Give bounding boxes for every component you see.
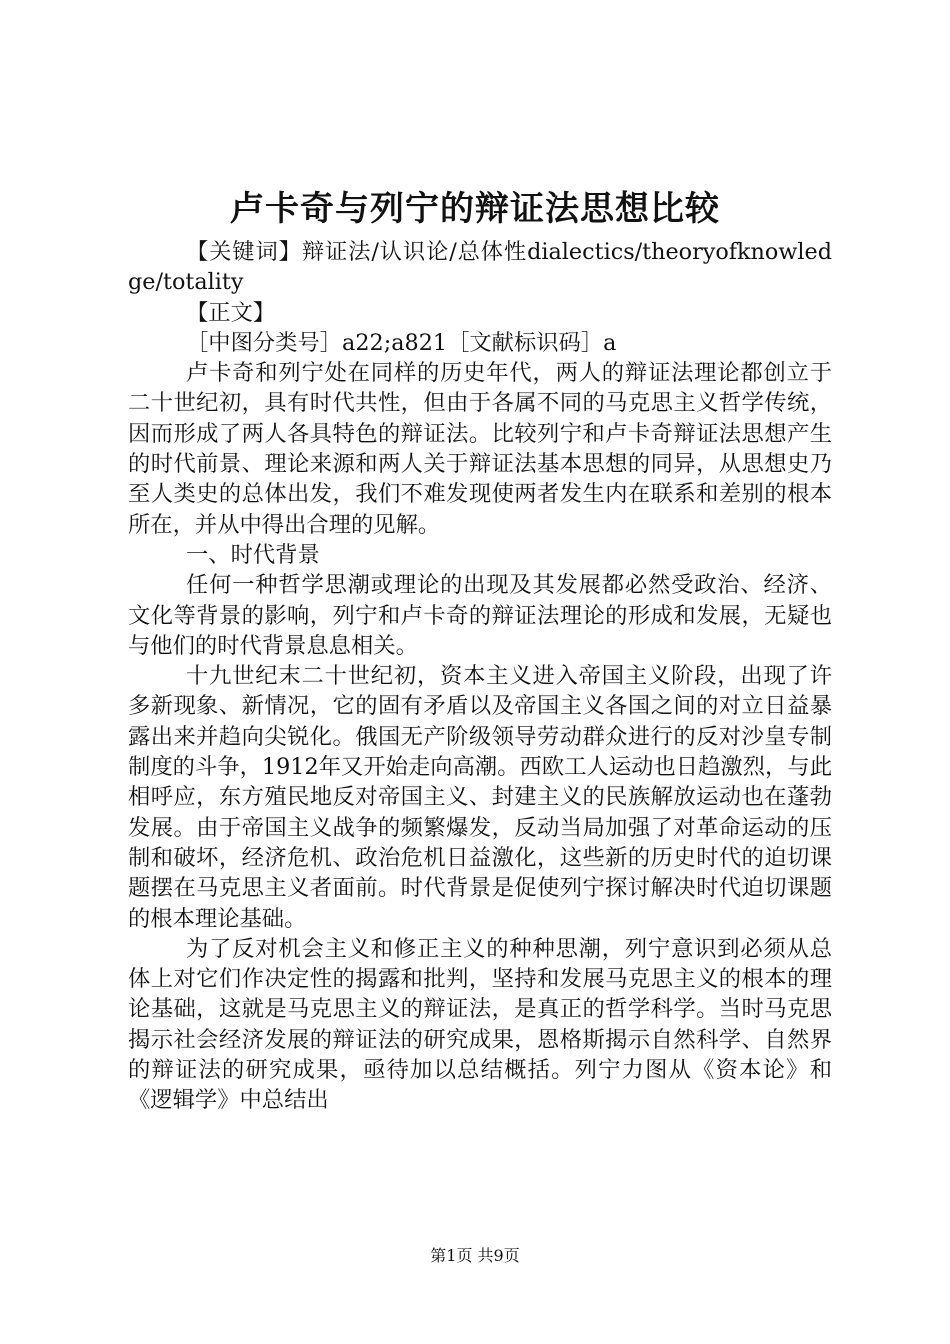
- section-heading: 一、时代背景: [185, 541, 320, 568]
- document-body: [128, 237, 832, 1116]
- body-paragraph: 为了反对机会主义和修正主义的种种思潮，列宁意识到必须从总体上对它们作决定性的揭露和批判，坚持和发展马克思主义的根本的理论基础，这就是马克思主义的辩证法，是真正的哲学科学。当时马克思揭示社会经济发展的辩证法的研究成果，恩格斯揭示自然科学、自然界的辩证法的研究成果，亟待加以总结概括。列宁力图从《资本论》和《逻辑学》中总结出: [128, 935, 832, 1114]
- keywords-paragraph: 【关键词】辩证法/认识论/总体性dialectics/theoryofknowledge/totality: [128, 239, 832, 296]
- body-paragraph: 任何一种哲学思潮或理论的出现及其发展都必然受政治、经济、文化等背景的影响，列宁和卢卡奇的辩证法理论的形成和发展，无疑也与他们的时代背景息息相关。: [128, 572, 832, 659]
- body-paragraph: 十九世纪末二十世纪初，资本主义进入帝国主义阶段，出现了许多新现象、新情况，它的固有矛盾以及帝国主义各国之间的对立日益暴露出来并趋向尖锐化。俄国无产阶级领导劳动群众进行的反对沙皇专制制度的斗争，1912年又开始走向高潮。西欧工人运动也日趋激烈，与此相呼应，东方殖民地反对帝国主义、封建主义的民族解放运动也在蓬勃发展。由于帝国主义战争的频繁爆发，反动当局加强了对革命运动的压制和破坏，经济危机、政治危机日益激化，这些新的历史时代的迫切课题摆在马克思主义者面前。时代背景是促使列宁探讨解决时代迫切课题的根本理论基础。: [128, 663, 832, 932]
- page-number-footer: 第1页 共9页: [430, 1246, 520, 1265]
- body-heading-label: 【正文】: [185, 299, 276, 326]
- body-paragraph: 卢卡奇和列宁处在同样的历史年代，两人的辩证法理论都创立于二十世纪初，具有时代共性，但由于各属不同的马克思主义哲学传统，因而形成了两人各具特色的辩证法。比较列宁和卢卡奇辩证法思想产生的时代前景、理论来源和两人关于辩证法基本思想的同异，从思想史乃至人类史的总体出发，我们不难发现使两者发生内在联系和差别的根本所在，并从中得出合理的见解。: [128, 360, 832, 538]
- classification-paragraph: ［中图分类号］a22;a821［文献标识码］a: [185, 329, 617, 356]
- document-title: 卢卡奇与列宁的辩证法思想比较: [230, 189, 720, 229]
